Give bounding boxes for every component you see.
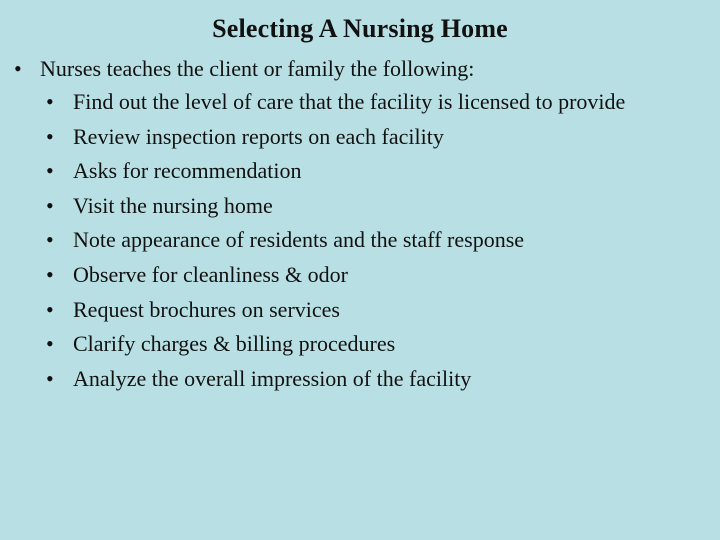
list-item xyxy=(46,192,716,227)
bullet-icon: • xyxy=(46,296,54,322)
list-item-text: Find out the level of care that the facility is licensed to provide xyxy=(73,89,626,114)
bullet-icon: • xyxy=(46,158,54,184)
list-item xyxy=(46,330,716,365)
bullet-icon: • xyxy=(46,192,54,218)
list-item xyxy=(46,365,716,400)
bullet-icon: • xyxy=(46,261,54,287)
bullet-icon: • xyxy=(46,123,54,149)
list-item-text: Request brochures on services xyxy=(73,296,340,322)
list-item xyxy=(46,88,716,123)
list-item-text: Visit the nursing home xyxy=(73,192,273,218)
intro-bullet xyxy=(14,55,714,83)
bullet-list xyxy=(46,88,716,399)
bullet-icon: • xyxy=(46,227,54,253)
list-item xyxy=(46,261,716,296)
list-item-text: Analyze the overall impression of the facility xyxy=(73,365,472,391)
intro-text: Nurses teaches the client or family the following: xyxy=(40,56,475,81)
list-item-text: Review inspection reports on each facility xyxy=(73,123,444,149)
list-item xyxy=(46,123,716,158)
slide-title: Selecting A Nursing Home xyxy=(212,14,508,43)
list-item-text: Asks for recommendation xyxy=(73,158,302,184)
bullet-icon: • xyxy=(46,89,54,114)
bullet-icon: • xyxy=(14,56,22,81)
list-item xyxy=(46,226,716,261)
list-item xyxy=(46,157,716,192)
list-item xyxy=(46,296,716,331)
list-item-text: Clarify charges & billing procedures xyxy=(73,331,396,357)
bullet-icon: • xyxy=(46,331,54,357)
list-item-text: Note appearance of residents and the staff response xyxy=(73,227,525,253)
bullet-icon: • xyxy=(46,365,54,391)
list-item-text: Observe for cleanliness & odor xyxy=(73,261,348,287)
